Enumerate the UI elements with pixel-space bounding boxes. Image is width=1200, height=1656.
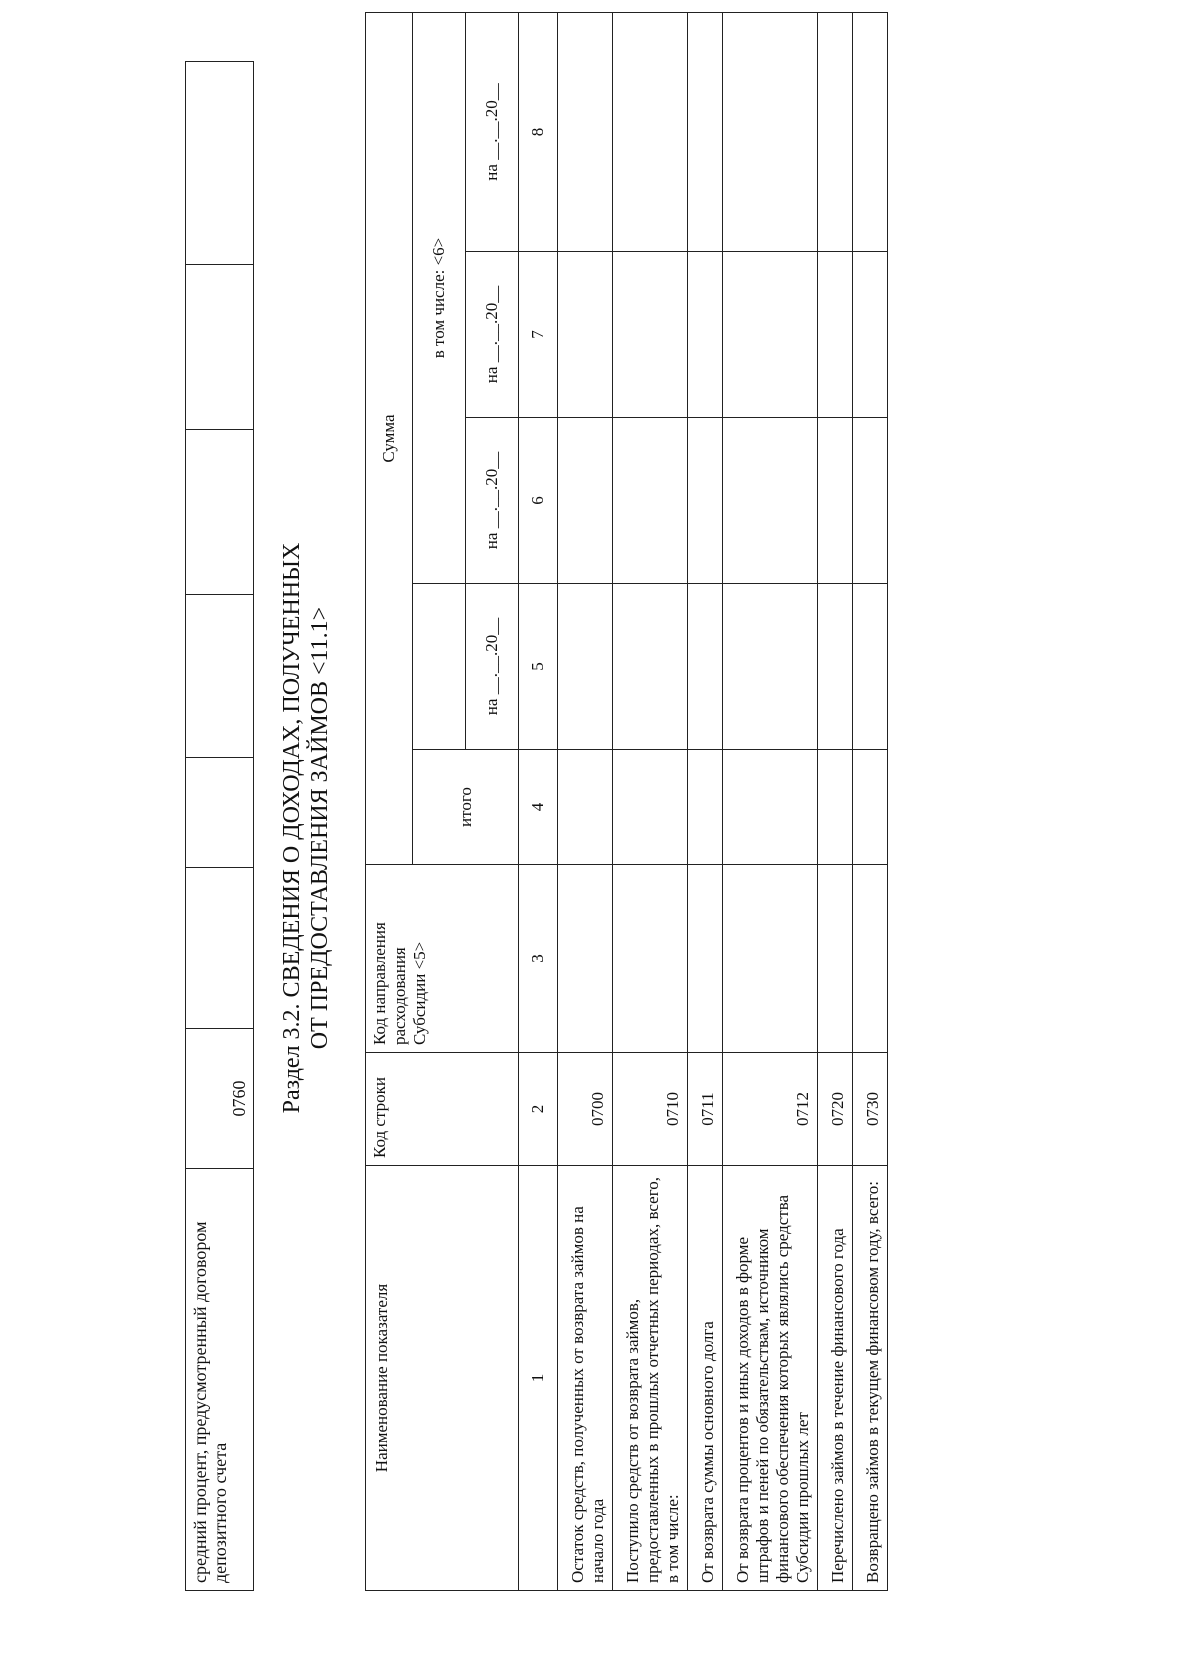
header-row (366, 12, 413, 1590)
table-row (186, 62, 254, 1591)
column-number: 1 (519, 1166, 558, 1591)
empty-cell (818, 12, 853, 251)
empty-cell (688, 750, 723, 865)
empty-cell (186, 758, 254, 868)
empty-cell (688, 252, 723, 418)
column-number: 7 (519, 252, 558, 418)
header-sum: Сумма (366, 12, 413, 864)
empty-cell (688, 12, 723, 251)
empty-cell (723, 418, 818, 584)
empty-cell (853, 12, 888, 251)
empty-cell (723, 750, 818, 865)
header-direction: Код направления расходования Субсидии <5> (366, 865, 519, 1053)
empty-cell (558, 252, 613, 418)
empty-cell (613, 584, 688, 750)
empty-cell (853, 584, 888, 750)
column-numbers-row (519, 12, 558, 1590)
header-period: на __.__.20__ (466, 12, 519, 251)
row-label: средний процент, предусмотренный договором депозитного счета (186, 1169, 254, 1591)
row-code: 0760 (186, 1029, 254, 1169)
column-number: 3 (519, 865, 558, 1053)
header-code: Код строки (366, 1053, 519, 1166)
section-title-line2: ОТ ПРЕДОСТАВЛЕНИЯ ЗАЙМОВ <11.1> (307, 606, 333, 1050)
row-code: 0712 (723, 1053, 818, 1166)
column-number: 2 (519, 1053, 558, 1166)
empty-cell (818, 584, 853, 750)
header-period: на __.__.20__ (466, 584, 519, 750)
empty-cell (853, 865, 888, 1053)
empty-cell (186, 62, 254, 265)
table-row (558, 12, 613, 1590)
row-name: Поступило средств от возврата займов, предоставленных в прошлых отчетных периодах, всего, в том числе: (613, 1166, 688, 1591)
empty-cell (558, 584, 613, 750)
empty-cell (613, 750, 688, 865)
empty-cell (413, 584, 466, 750)
empty-cell (818, 252, 853, 418)
section-title-line1: Раздел 3.2. СВЕДЕНИЯ О ДОХОДАХ, ПОЛУЧЕННЫХ (279, 542, 305, 1114)
empty-cell (818, 865, 853, 1053)
column-number: 5 (519, 584, 558, 750)
empty-cell (558, 12, 613, 251)
row-code: 0711 (688, 1053, 723, 1166)
row-name: От возврата суммы основного долга (688, 1166, 723, 1591)
row-name: Остаток средств, полученных от возврата займов на начало года (558, 1166, 613, 1591)
empty-cell (688, 865, 723, 1053)
empty-cell (613, 418, 688, 584)
table-row (613, 12, 688, 1590)
column-number: 4 (519, 750, 558, 865)
header-total: итого (413, 750, 519, 865)
header-period: на __.__.20__ (466, 418, 519, 584)
row-code: 0700 (558, 1053, 613, 1166)
row-name: Перечислено займов в течение финансового года (818, 1166, 853, 1591)
table-row (853, 12, 888, 1590)
table-row (818, 12, 853, 1590)
empty-cell (853, 750, 888, 865)
table-row (723, 12, 818, 1590)
empty-cell (186, 595, 254, 758)
empty-cell (186, 265, 254, 430)
row-name: Возвращено займов в текущем финансовом году, всего: (853, 1166, 888, 1591)
empty-cell (613, 252, 688, 418)
column-number: 6 (519, 418, 558, 584)
table-row (688, 12, 723, 1590)
header-including: в том числе: <6> (413, 12, 466, 583)
empty-cell (723, 584, 818, 750)
header-period: на __.__.20__ (466, 252, 519, 418)
empty-cell (558, 418, 613, 584)
empty-cell (613, 12, 688, 251)
empty-cell (723, 12, 818, 251)
empty-cell (613, 865, 688, 1053)
header-name: Наименование показателя (366, 1166, 519, 1591)
section-title (278, 0, 334, 1656)
empty-cell (186, 868, 254, 1029)
deposit-percent-table (185, 61, 254, 1591)
empty-cell (818, 418, 853, 584)
empty-cell (688, 418, 723, 584)
empty-cell (853, 252, 888, 418)
empty-cell (723, 252, 818, 418)
empty-cell (723, 865, 818, 1053)
empty-cell (688, 584, 723, 750)
empty-cell (186, 430, 254, 595)
empty-cell (558, 865, 613, 1053)
loans-income-table (365, 12, 888, 1591)
empty-cell (853, 418, 888, 584)
row-code: 0720 (818, 1053, 853, 1166)
row-name: От возврата процентов и иных доходов в форме штрафов и пеней по обязательствам, источником финансового обеспечения которых являлись средства Субсидии прошлых лет (723, 1166, 818, 1591)
row-code: 0710 (613, 1053, 688, 1166)
row-code: 0730 (853, 1053, 888, 1166)
empty-cell (558, 750, 613, 865)
empty-cell (818, 750, 853, 865)
column-number: 8 (519, 12, 558, 251)
